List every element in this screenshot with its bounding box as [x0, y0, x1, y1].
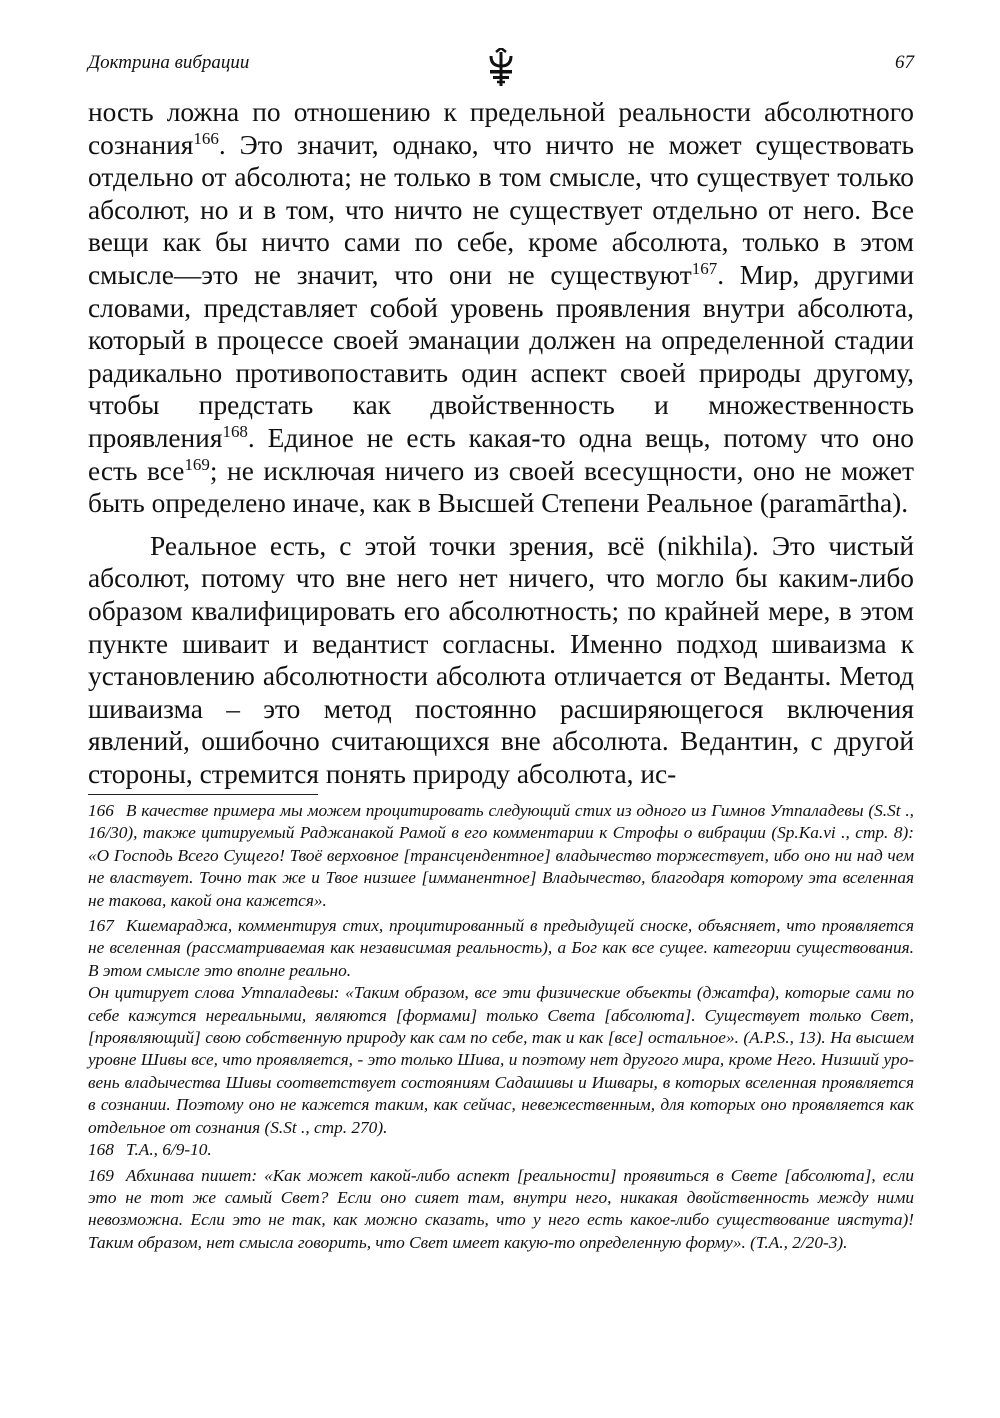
footnote-number: 167 [88, 916, 114, 936]
footnote-ref-167[interactable]: 167 [691, 258, 718, 278]
running-title: Доктрина вибрации [88, 52, 250, 73]
footnote-separator [88, 794, 318, 795]
text-run: ность ложна по отношению к предельной реальности абсолютного сознания [88, 97, 914, 160]
paragraph [88, 96, 914, 520]
footnote-text: Кшемараджа, комментируя стих, процитированный в предыдущей сноске, объясняет, что проявляется не вселенная (рассматриваемая как независимая реальность), а Бог как все сущее. категории существования. В этом смысле это вполне реально. [88, 916, 914, 980]
footnote-text: В качестве примера мы можем процитировать следующий стих из одного из Гимнов Утпаладевы (S.St ., 16/30), также цитируемый Раджанакой Рамой в его комментарии к Строфы о вибрации (Sp.Ka.vi ., стр. 8): «О Господь Всего Сущего! Твоё верховное [трансцендентное] владычество торжествует, ибо оно ни над чем не властвует. Точно так же и Твое низшее [имманентное] Владычество, благодаря которому эта вселенная не такова, какой она кажется». [88, 801, 914, 910]
footnote-168 [88, 1139, 914, 1161]
footnote-ref-166[interactable]: 166 [193, 128, 219, 148]
footnote-167-continuation: Он цитирует слова Утпаладевы: «Таким образом, все эти физические объекты (джатфа), которые сами по себе кажутся нереальными, являются [формами] только Света [абсолюта]. Существует только Свет, [проявляющий] свою собственную природу как сам по себе, так и как [все] остальное». (A.P.S., 13). На высшем уровне Шивы все, что проявляется, - это только Шива, и поэтому нет другого мира, кроме Него. Низший уровень владычества Шивы соответствует состояниям Садашивы и Ишвары, в которых вселенная проявляется в сознании. Поэтому оно не кажется таким, как сейчас, невежественным, для которых оно проявляется как отдельное от сознания (S.St ., стр. 270). [88, 983, 914, 1137]
page-number: 67 [895, 52, 914, 73]
main-text [88, 96, 914, 790]
footnote-text: Т.А., 6/9-10. [125, 1140, 212, 1160]
footnote-ref-169[interactable]: 169 [184, 454, 210, 474]
footnote-number: 168 [88, 1140, 114, 1160]
trident-emblem-icon [483, 48, 519, 88]
footnote-167 [88, 915, 914, 982]
text-run: . Мир, другими словами, представляет собой уровень проявления внутри абсолюта, который в процессе своей эманации должен на определенной стадии радикально противопоставить один аспект своей природы другому, чтобы предстать как двойственность и множественность проявления [88, 259, 914, 453]
footnote-number: 169 [88, 1165, 114, 1185]
paragraph: Реальное есть, с этой точки зрения, всё (nikhila). Это чистый абсолют, потому что вне него нет ничего, что могло бы каким-либо образом квалифицировать его абсолютность; по крайней мере, в этом пункте шиваит и ведантист согласны. Именно подход шиваизма к установлению абсолютности абсолюта отличается от Веданты. Метод шиваизма – это метод постоянно расширяющегося включения явлений, ошибочно считающихся вне абсолюта. Ведантин, с другой стороны, стремится понять природу абсолюта, ис- [88, 530, 914, 789]
text-run: ; не исключая ничего из своей всесущности, оно не может быть определено иначе, как в Высшей Степени Реальное (paramārtha). [88, 455, 914, 519]
text-run: . Единое не есть какая-то одна вещь, потому что оно есть все [88, 422, 914, 486]
text-run: . Это значит, однако, что ничто не может существовать отдельно от абсолюта; не только в том смысле, что существует только абсолют, но и в том, что ничто не существует отдельно от него. Все вещи как бы ничто сами по себе, кроме абсолюта, только в этом смысле—это не значит, что они не существуют [88, 129, 914, 290]
footnote-text: Абхинава пишет: «Как может какой-либо аспект [реальности] проявиться в Свете [абсолюта], если это не тот же самый Свет? Если оно сияет там, внутри него, никакая двойственность между ними невозможна. Если это не так, как можно сказать, что у него есть какое-либо существование иястута)! Таким образом, нет смысла говорить, что Свет имеет какую-то определенную форму». (Т.А., 2/20-3). [88, 1165, 914, 1252]
footnote-166 [88, 800, 914, 912]
page-header [88, 48, 914, 88]
footnote-number: 166 [88, 801, 114, 820]
footnote-ref-168[interactable]: 168 [222, 421, 248, 441]
footnotes [88, 800, 914, 1254]
footnote-169 [88, 1165, 914, 1255]
